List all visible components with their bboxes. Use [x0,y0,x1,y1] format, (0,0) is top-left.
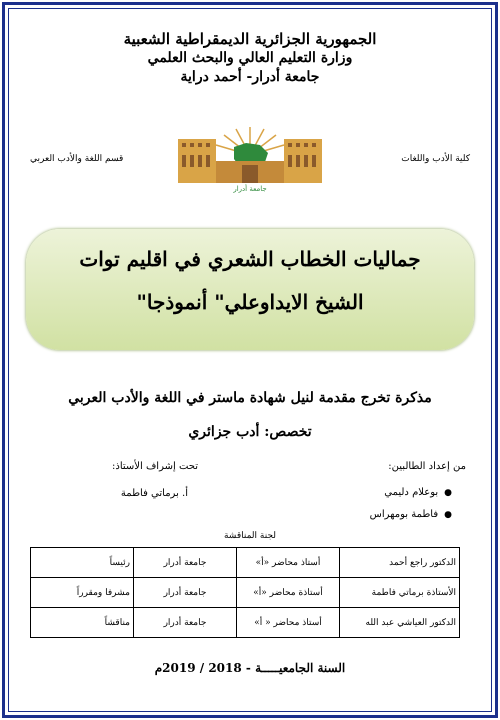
header-ministry: وزارة التعليم العالي والبحث العلمي [147,50,353,66]
member-role: رئيساً [31,548,134,578]
committee-table [30,547,460,638]
faculty-name: كلية الأدب واللغات [401,154,470,164]
academic-year: السنة الجامعيـــــة - 2018 / 2019م [154,661,346,675]
department-name: قسم اللغة والأدب العربي [30,154,124,164]
table-row [31,608,460,638]
specialization: تخصص: أدب جزائري [188,424,312,440]
member-name: الدكتور راجع أحمد [340,548,460,578]
header-republic: الجمهورية الجزائرية الديمقراطية الشعبية [123,30,377,48]
member-name: الدكتور العياشي عبد الله [340,608,460,638]
supervisor-name: أ. برماتي فاطمة [120,488,188,499]
student-item [370,509,452,520]
logo-caption: جامعة أدرار [233,185,267,193]
student-name: فاطمة بومهراس [369,509,439,520]
member-rank: أستاذ محاضر «أ» [237,548,340,578]
student-item [384,487,452,498]
thesis-title-line2: الشيخ الايداوعلي" أنموذجا" [136,290,364,314]
member-institution: جامعة أدرار [134,608,237,638]
member-name: الأستاذة برماتي فاطمة [340,578,460,608]
university-logo [176,125,324,195]
member-institution: جامعة أدرار [134,548,237,578]
bullet-icon: ● [444,510,452,520]
prepared-by-label: من إعداد الطالبين: [388,461,466,472]
member-role: مشرفا ومقرراً [31,578,134,608]
member-role: مناقشاً [31,608,134,638]
member-rank: أستاذة محاضر «أ» [237,578,340,608]
bullet-icon: ● [444,488,452,498]
student-name: بوعلام دليمي [384,487,439,498]
table-row [31,548,460,578]
committee-label: لجنة المناقشة [223,531,276,541]
member-institution: جامعة أدرار [134,578,237,608]
thesis-title-line1: جماليات الخطاب الشعري في اقليم توات [79,247,421,271]
header-university: جامعة أدرار- أحمد دراية [180,69,320,85]
table-row [31,578,460,608]
supervision-label: تحت إشراف الأستاذ: [112,461,198,472]
member-rank: أستاذ محاضر « أ» [237,608,340,638]
thesis-note: مذكرة تخرج مقدمة لنيل شهادة ماستر في اللغة والأدب العربي [68,390,432,406]
